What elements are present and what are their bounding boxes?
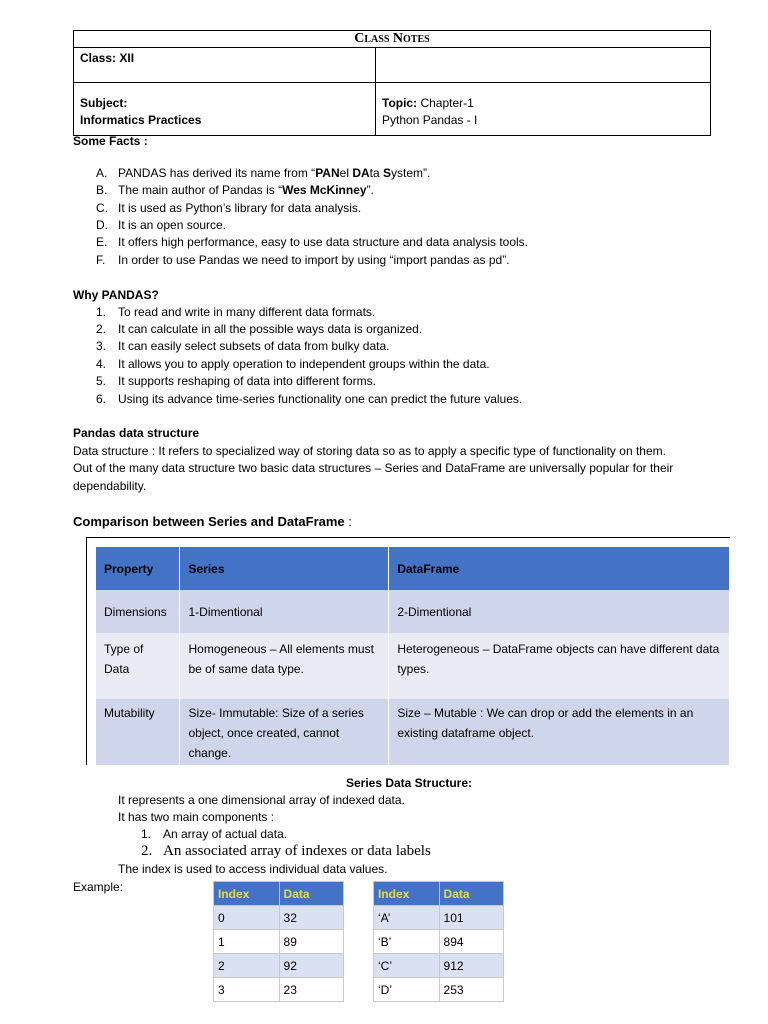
table-cell: ‘D’ bbox=[374, 978, 440, 1002]
table-cell: 2 bbox=[214, 954, 280, 978]
why-item: 2. It can calculate in all the possible ways data is organized. bbox=[96, 322, 423, 336]
class-label: Class: XII bbox=[74, 48, 376, 82]
fact-item: B. The main author of Pandas is “Wes McKinney”. bbox=[96, 183, 374, 197]
table-header-row bbox=[96, 547, 730, 590]
why-item: 3. It can easily select subsets of data from bulky data. bbox=[96, 339, 390, 353]
table-frame bbox=[86, 537, 87, 765]
why-item: 6. Using its advance time-series functionality one can predict the future values. bbox=[96, 392, 523, 406]
why-item: 1. To read and write in many different data formats. bbox=[96, 305, 376, 319]
column-header: Data bbox=[279, 882, 343, 906]
series-line: The index is used to access individual data values. bbox=[118, 862, 388, 876]
table-header-row bbox=[214, 882, 344, 906]
series-line: It represents a one dimensional array of indexed data. bbox=[118, 793, 405, 807]
subject-cell bbox=[74, 83, 376, 135]
comparison-heading: Comparison between Series and DataFrame : bbox=[73, 514, 352, 529]
fact-item: E. It offers high performance, easy to use data structure and data analysis tools. bbox=[96, 235, 529, 249]
table-header-row bbox=[374, 882, 504, 906]
empty-cell bbox=[376, 48, 710, 82]
header-table bbox=[73, 30, 711, 136]
table-cell: Dimensions bbox=[96, 590, 180, 633]
why-item: 4. It allows you to apply operation to independent groups within the data. bbox=[96, 357, 490, 371]
table-cell: Type of Data bbox=[96, 633, 180, 699]
fact-item: D. It is an open source. bbox=[96, 218, 227, 232]
fact-item: A. PANDAS has derived its name from “PANel DAta System”. bbox=[96, 166, 431, 180]
table-row bbox=[214, 978, 344, 1002]
fact-item: C. It is used as Python’s library for data analysis. bbox=[96, 201, 362, 215]
series-item: 1. An array of actual data. bbox=[141, 827, 288, 841]
table-row bbox=[374, 906, 504, 930]
example-label: Example: bbox=[73, 880, 124, 894]
table-cell: 894 bbox=[439, 930, 503, 954]
series-line: It has two main components : bbox=[118, 810, 275, 824]
topic-cell bbox=[376, 83, 710, 135]
ds-paragraph-line: Out of the many data structure two basic data structures – Series and DataFrame are universally popular for their bbox=[73, 461, 674, 475]
table-cell: ‘B’ bbox=[374, 930, 440, 954]
table-row bbox=[96, 633, 730, 699]
column-header: Series bbox=[180, 547, 389, 590]
column-header: Property bbox=[96, 547, 180, 590]
table-row bbox=[96, 590, 730, 633]
table-cell: Homogeneous – All elements must be of same data type. bbox=[180, 633, 389, 699]
table-cell: 0 bbox=[214, 906, 280, 930]
table-cell: 3 bbox=[214, 978, 280, 1002]
ds-paragraph-line: dependability. bbox=[73, 479, 147, 493]
table-cell: Size- Immutable: Size of a series object, once created, cannot change. bbox=[180, 699, 389, 765]
example-table bbox=[373, 881, 504, 1002]
table-cell: 253 bbox=[439, 978, 503, 1002]
column-header: Data bbox=[439, 882, 503, 906]
table-row bbox=[374, 954, 504, 978]
example-table bbox=[213, 881, 344, 1002]
table-cell: ‘C’ bbox=[374, 954, 440, 978]
topic-label: Topic: bbox=[382, 96, 418, 110]
ds-heading: Pandas data structure bbox=[73, 426, 200, 440]
subject-label: Subject: bbox=[80, 96, 128, 110]
table-cell: 1-Dimentional bbox=[180, 590, 389, 633]
table-cell: 2-Dimentional bbox=[389, 590, 730, 633]
header-row-class bbox=[74, 48, 710, 83]
column-header: DataFrame bbox=[389, 547, 730, 590]
facts-heading: Some Facts : bbox=[73, 134, 148, 148]
column-header: Index bbox=[374, 882, 440, 906]
table-cell: Size – Mutable : We can drop or add the elements in an existing dataframe object. bbox=[389, 699, 730, 765]
table-cell: 32 bbox=[279, 906, 343, 930]
table-row bbox=[214, 954, 344, 978]
table-frame bbox=[86, 537, 730, 538]
table-cell: 23 bbox=[279, 978, 343, 1002]
topic-sub: Python Pandas - I bbox=[382, 113, 478, 127]
table-cell: Mutability bbox=[96, 699, 180, 765]
ds-paragraph-line: Data structure : It refers to specialized way of storing data so as to apply a specific type of functionality on them. bbox=[73, 444, 666, 458]
header-row-subject bbox=[74, 83, 710, 135]
fact-item: F. In order to use Pandas we need to import by using “import pandas as pd”. bbox=[96, 253, 510, 267]
why-item: 5. It supports reshaping of data into different forms. bbox=[96, 374, 376, 388]
column-header: Index bbox=[214, 882, 280, 906]
table-cell: 89 bbox=[279, 930, 343, 954]
table-cell: 101 bbox=[439, 906, 503, 930]
comparison-table bbox=[96, 547, 730, 765]
series-item: 2. An associated array of indexes or data labels bbox=[141, 843, 431, 859]
table-row bbox=[374, 978, 504, 1002]
topic-value: Chapter-1 bbox=[417, 96, 474, 110]
series-heading: Series Data Structure: bbox=[345, 776, 473, 790]
table-row bbox=[214, 930, 344, 954]
table-cell: ‘A’ bbox=[374, 906, 440, 930]
table-row bbox=[96, 699, 730, 765]
page-title: Class Notes bbox=[74, 31, 710, 48]
table-cell: 92 bbox=[279, 954, 343, 978]
table-cell: 1 bbox=[214, 930, 280, 954]
table-cell: 912 bbox=[439, 954, 503, 978]
subject-value: Informatics Practices bbox=[80, 113, 202, 127]
table-row bbox=[374, 930, 504, 954]
table-cell: Heterogeneous – DataFrame objects can have different data types. bbox=[389, 633, 730, 699]
why-heading: Why PANDAS? bbox=[73, 288, 159, 302]
table-row bbox=[214, 906, 344, 930]
